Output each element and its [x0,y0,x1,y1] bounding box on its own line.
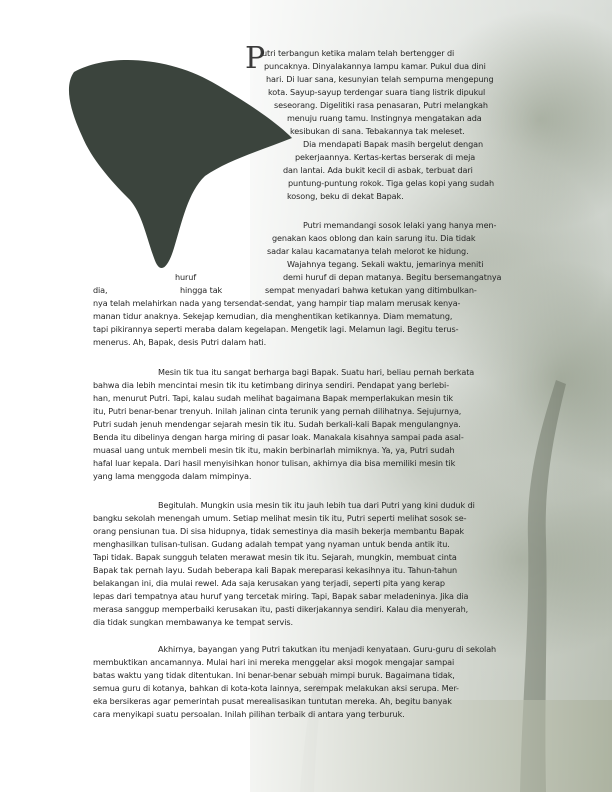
paragraph-line: pekerjaannya. Kertas-kertas berserak di meja [295,152,476,162]
paragraph-line: seseorang. Digelitiki rasa penasaran, Putri melangkah [274,100,488,110]
paragraph-line: cara menyikapi suatu persoalan. Inilah pilihan terbaik di antara yang terburuk. [93,709,405,719]
paragraph-line: utri terbangun ketika malam telah bertengger di [262,48,455,58]
paragraph-line: Dia mendapati Bapak masih bergelut dengan [303,139,483,149]
paragraph-line: eka bersikeras agar pemerintah pusat merealisasikan tuntutan mereka. Ah, begitu banyak [93,696,452,706]
paragraph-line: menerus. Ah, Bapak, desis Putri dalam hati. [93,337,267,347]
paragraph-line: merasa sanggup memperbaiki kerusakan itu, pasti dikerjakannya sendiri. Kalau dia menyerah, [93,604,469,614]
paragraph-line: bangku sekolah menengah umum. Setiap melihat mesin tik itu, Putri seperti melihat sosok se- [93,513,467,523]
paragraph-line: Mesin tik tua itu sangat berharga bagi Bapak. Suatu hari, beliau pernah berkata [158,367,475,377]
drop-cap: P [245,41,266,76]
paragraph-line: genakan kaos oblong dan kain sarung itu. Dia tidak [272,233,476,243]
paragraph-line: lepas dari tempatnya atau huruf yang tercetak miring. Tapi, Bapak sabar meladeninya. Jika dia [93,591,469,601]
paragraph-line: yang lama menggoda dalam mimpinya. [93,471,252,481]
paragraph-line: menuju ruang tamu. Instingnya mengatakan ada [287,113,482,123]
paragraph-line: hari. Di luar sana, kesunyian telah sempurna mengepung [266,74,494,84]
paragraph-line: dia, [93,285,108,295]
paragraph-line: dan lantai. Ada bukit kecil di asbak, terbuat dari [283,165,473,175]
paragraph-line: Akhirnya, bayangan yang Putri takutkan itu menjadi kenyataan. Guru-guru di sekolah [158,644,497,654]
paragraph-line: kota. Sayup-sayup terdengar suara tiang listrik dipukul [268,87,486,97]
paragraph-line: demi huruf di depan matanya. Begitu bersemangatnya [283,272,502,282]
paragraph-line: menghasilkan tulisan-tulisan. Gudang adalah tempat yang nyaman untuk benda antik itu. [93,539,450,549]
paragraph-line: sadar kalau kacamatanya telah melorot ke hidung. [267,246,469,256]
paragraph-line: Tapi tidak. Bapak sungguh telaten merawat mesin tik itu. Sejarah, mungkin, membuat cinta [93,552,457,562]
paragraph-line: puncaknya. Dinyalakannya lampu kamar. Pukul dua dini [264,61,486,71]
paragraph-line: Putri sudah jenuh mendengar sejarah mesin tik itu. Sudah berkali-kali Bapak mengulangnya. [93,419,461,429]
paragraph-line: Wajahnya tegang. Sekali waktu, jemarinya meniti [287,259,484,269]
paragraph-line: bahwa dia lebih mencintai mesin tik itu ketimbang dirinya sendiri. Pendapat yang berlebi- [93,380,450,390]
paragraph-line: puntung-puntung rokok. Tiga gelas kopi yang sudah [288,178,495,188]
paragraph-line: itu, Putri benar-benar trenyuh. Inilah jalinan cinta terunik yang pernah dilihatnya. Sejujurnya, [93,406,462,416]
paragraph-line: batas waktu yang tidak ditentukan. Ini benar-benar sebuah mimpi buruk. Bagaimana tidak, [93,670,455,680]
paragraph-line: Putri memandangi sosok lelaki yang hanya men- [303,220,497,230]
paragraph-line: semua guru di kotanya, bahkan di kota-kota lainnya, serempak melakukan aksi serupa. Mer- [93,683,459,693]
paragraph-line: tapi pikirannya seperti meraba dalam kegelapan. Mengetik lagi. Melamun lagi. Begitu terus- [93,324,459,334]
paragraph-line: muasal uang untuk membeli mesin tik itu, makin berbinarlah mimiknya. Ya, ya, Putri sudah [93,445,455,455]
paragraph-line: nya telah melahirkan nada yang tersendat-sendat, yang hampir tiap malam merusak kenya- [93,298,461,308]
paragraph-line: sempat menyadari bahwa ketukan yang ditimbulkan- [265,285,477,295]
paragraph-line: Bapak tak pernah layu. Sudah beberapa kali Bapak mereparasi kekasihnya itu. Tahun-tahun [93,565,458,575]
paragraph-line: kesibukan di sana. Tebakannya tak meleset. [290,126,465,136]
paragraph-line: manan tidur anaknya. Sekejap kemudian, dia menghentikan ketikannya. Diam mematung, [93,311,453,321]
paragraph-line: orang pensiunan tua. Di sisa hidupnya, tidak semestinya dia masih bekerja membantu Bapak [93,526,465,536]
paragraph-line: Benda itu dibelinya dengan harga miring di pasar loak. Manakala kisahnya sampai pada asal- [93,432,464,442]
paragraph-line: han, menurut Putri. Tapi, kalau sudah melihat bagaimana Bapak memperlakukan mesin tik [93,393,453,403]
paragraph-line: huruf [175,272,197,282]
paragraph-line: membuktikan ancamannya. Mulai hari ini mereka menggelar aksi mogok mengajar sampai [93,657,455,667]
paragraph-line: hafal luar kepala. Dari hasil menyisihkan honor tulisan, akhirnya dia bisa memiliki mesin tik [93,458,456,468]
paragraph-line: belakangan ini, dia mulai rewel. Ada saja kerusakan yang terjadi, seperti pita yang kerap [93,578,445,588]
paragraph-line: hingga tak [180,285,223,295]
paragraph-line: dia tidak sungkan membawanya ke tempat servis. [93,617,293,627]
paragraph-line: kosong, beku di dekat Bapak. [287,191,404,201]
paragraph-line: Begitulah. Mungkin usia mesin tik itu jauh lebih tua dari Putri yang kini duduk di [158,500,475,510]
